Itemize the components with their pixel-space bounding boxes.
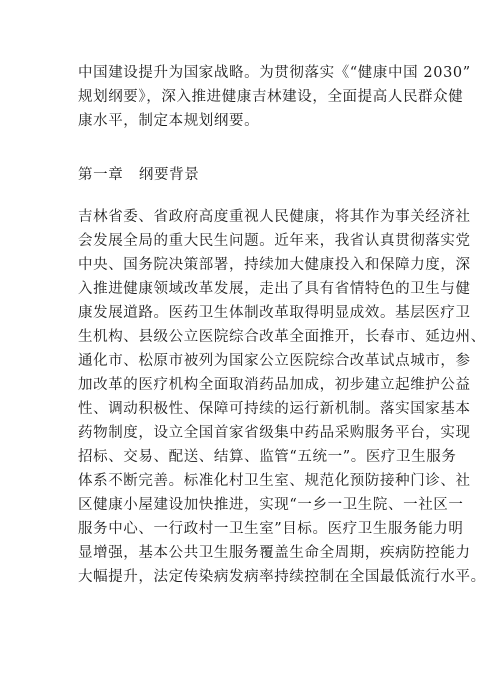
text-line: 体系不断完善。标准化村卫生室、规范化预防接种门诊、社 [78, 473, 471, 489]
text-line: 大幅提升，法定传染病发病率持续控制在全国最低流行水平。 [78, 569, 486, 585]
text-line: 中央、国务院决策部署，持续加大健康投入和保障力度，深 [78, 257, 471, 273]
text-line: 规划纲要》，深入推进健康吉林建设，全面提高人民群众健 [78, 89, 464, 105]
intro-paragraph [78, 61, 471, 133]
body-paragraph [78, 205, 486, 589]
text-line: 中国建设提升为国家战略。为贯彻落实《“健康中国 2030” [78, 65, 471, 81]
text-line: 加改革的医疗机构全面取消药品加成，初步建立起维护公益 [78, 377, 471, 393]
text-line: 生机构、县级公立医院综合改革全面推开，长春市、延边州、 [78, 329, 486, 345]
text-line: 性、调动积极性、保障可持续的运行新机制。落实国家基本 [78, 401, 471, 417]
chapter-heading: 第一章 纲要背景 [78, 167, 200, 183]
text-line: 显增强，基本公共卫生服务覆盖生命全周期，疾病防控能力 [78, 545, 471, 561]
text-line: 吉林省委、省政府高度重视人民健康，将其作为事关经济社 [78, 209, 471, 225]
text-line: 康发展道路。医药卫生体制改革取得明显成效。基层医疗卫 [78, 305, 471, 321]
text-line: 会发展全局的重大民生问题。近年来，我省认真贯彻落实党 [78, 233, 471, 249]
text-line: 区健康小屋建设加快推进，实现“一乡一卫生院、一社区一 [78, 497, 464, 513]
text-line: 入推进健康领域改革发展，走出了具有省情特色的卫生与健 [78, 281, 471, 297]
text-line: 康水平，制定本规划纲要。 [78, 113, 260, 129]
text-line: 通化市、松原市被列为国家公立医院综合改革试点城市，参 [78, 353, 471, 369]
text-line: 药物制度，设立全国首家省级集中药品采购服务平台，实现 [78, 425, 471, 441]
text-line: 服务中心、一行政村一卫生室”目标。医疗卫生服务能力明 [78, 521, 464, 537]
text-line: 招标、交易、配送、结算、监管“五统一”。医疗卫生服务 [78, 449, 457, 465]
